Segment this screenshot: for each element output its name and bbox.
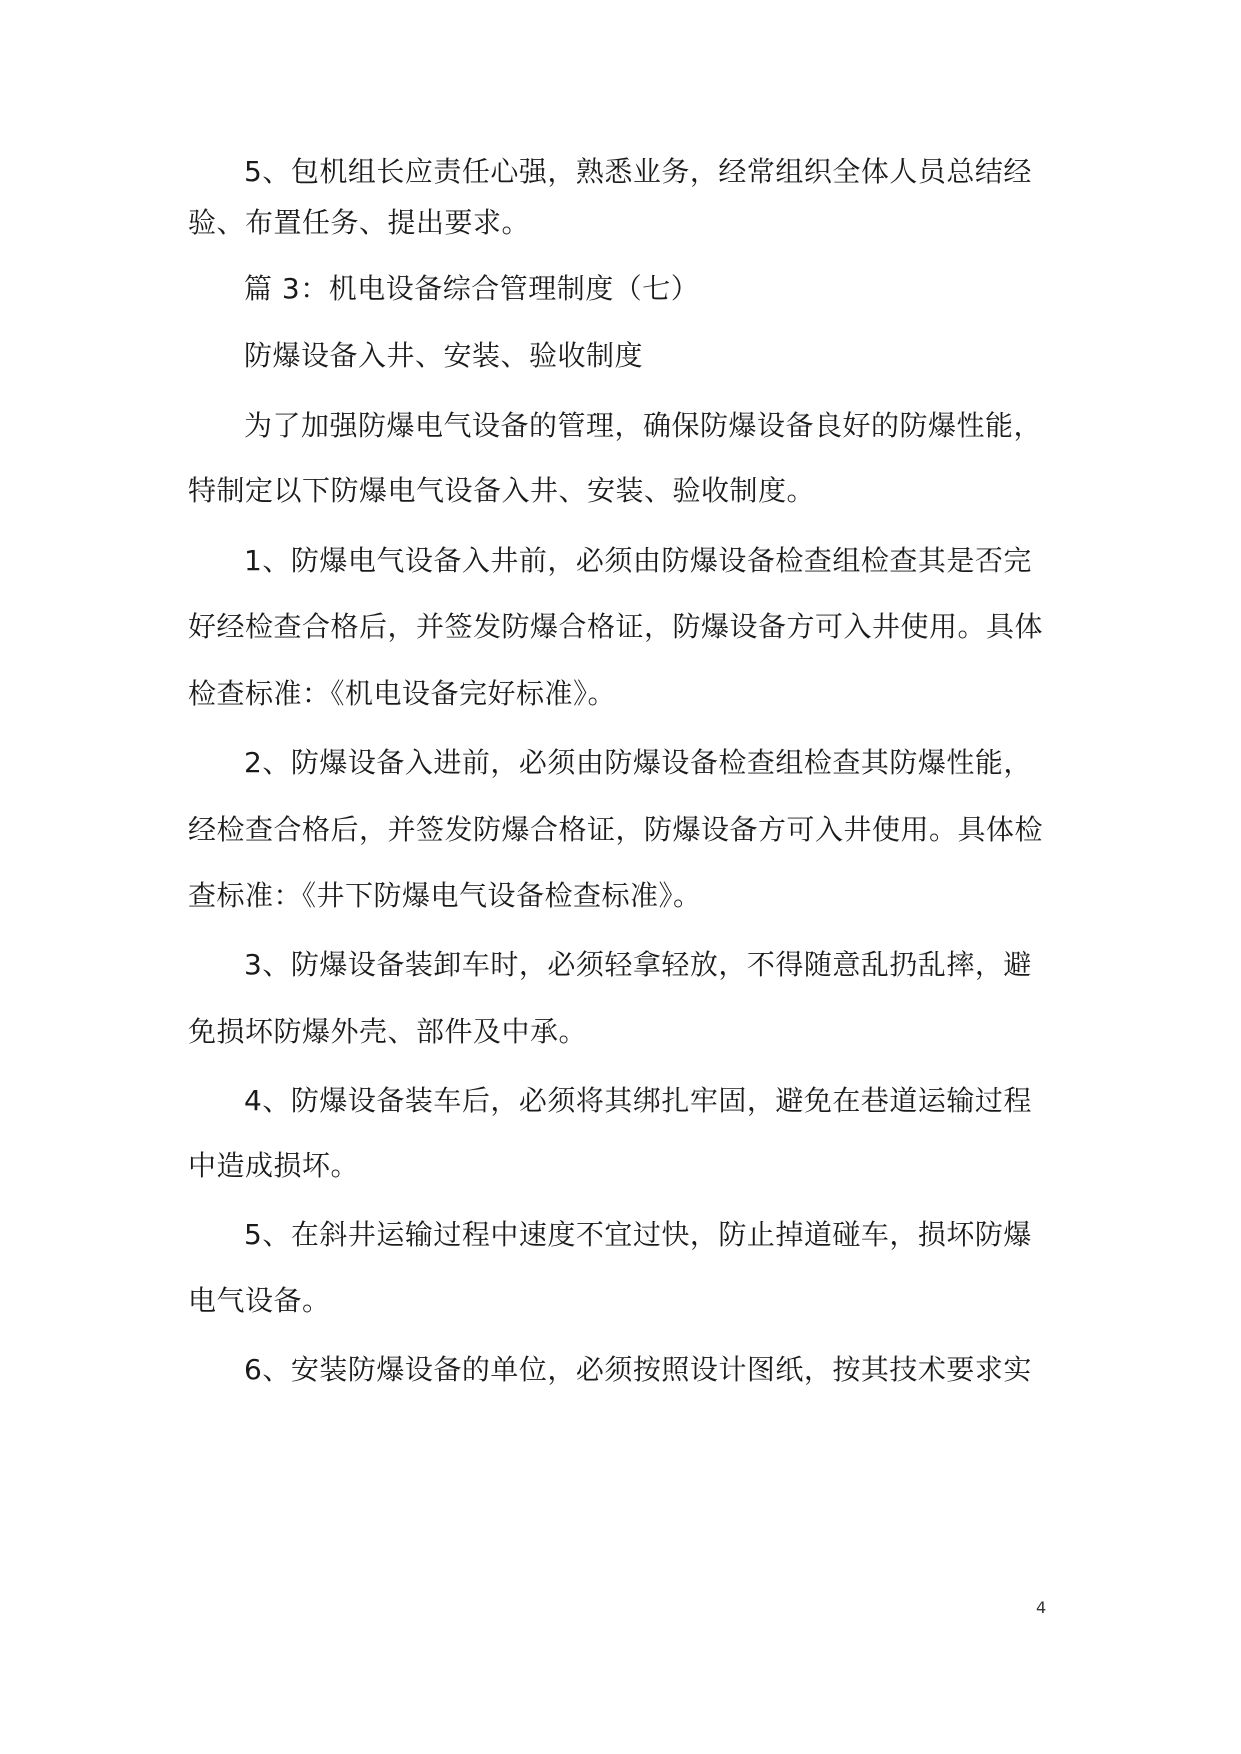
paragraph-line: 中造成损坏。 xyxy=(188,1149,360,1182)
paragraph-line: 为了加强防爆电气设备的管理，确保防爆设备良好的防爆性能， xyxy=(244,409,1043,442)
subsection-title: 防爆设备入井、安装、验收制度 xyxy=(244,339,644,372)
paragraph-line: 6、安装防爆设备的单位，必须按照设计图纸，按其技术要求实 xyxy=(244,1353,1032,1386)
paragraph-line: 免损坏防爆外壳、部件及中承。 xyxy=(188,1015,588,1048)
paragraph-line: 2、防爆设备入进前，必须由防爆设备检查组检查其防爆性能， xyxy=(244,746,1032,779)
paragraph-line: 4、防爆设备装车后，必须将其绑扎牢固，避免在巷道运输过程 xyxy=(244,1084,1032,1117)
paragraph-line: 验、布置任务、提出要求。 xyxy=(188,206,531,239)
paragraph-line: 经检查合格后，并签发防爆合格证，防爆设备方可入井使用。具体检 xyxy=(188,813,1044,846)
page-number: 4 xyxy=(1036,1598,1047,1617)
paragraph-line: 好经检查合格后，并签发防爆合格证，防爆设备方可入井使用。具体 xyxy=(188,610,1044,643)
paragraph-line: 5、包机组长应责任心强，熟悉业务，经常组织全体人员总结经 xyxy=(244,155,1032,188)
paragraph-line: 查标准：《井下防爆电气设备检查标准》。 xyxy=(188,879,702,912)
paragraph-line: 5、在斜井运输过程中速度不宜过快，防止掉道碰车，损坏防爆 xyxy=(244,1218,1032,1251)
paragraph-line: 检查标准：《机电设备完好标准》。 xyxy=(188,677,617,710)
paragraph-line: 3、防爆设备装卸车时，必须轻拿轻放，不得随意乱扔乱摔，避 xyxy=(244,948,1032,981)
paragraph-line: 电气设备。 xyxy=(188,1284,331,1317)
paragraph-line: 特制定以下防爆电气设备入井、安装、验收制度。 xyxy=(188,474,816,507)
paragraph-line: 1、防爆电气设备入井前，必须由防爆设备检查组检查其是否完 xyxy=(244,544,1032,577)
section-heading: 篇 3：机电设备综合管理制度（七） xyxy=(244,272,700,305)
